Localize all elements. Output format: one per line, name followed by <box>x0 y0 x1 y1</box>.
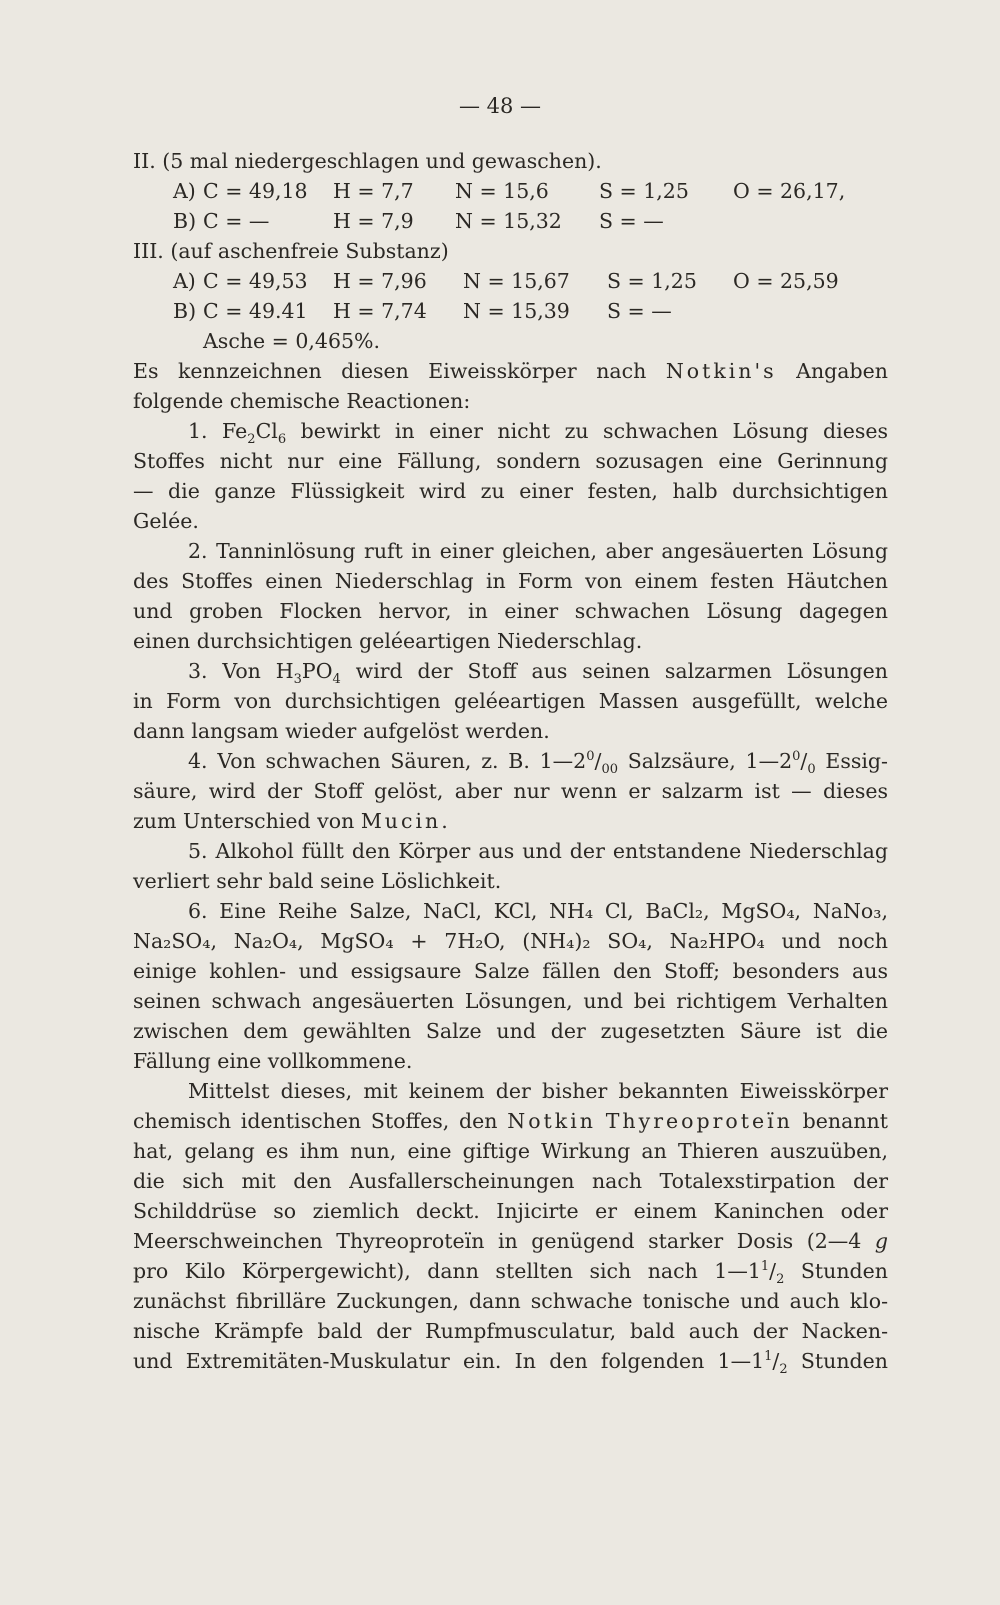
unit-symbol: g <box>874 1229 888 1253</box>
page-body <box>133 146 888 1376</box>
subscript: 3 <box>293 672 302 688</box>
text-span: 4. Von schwachen Säuren, z. B. 1—2 <box>188 749 587 773</box>
text-line: Fällung eine vollkommene. <box>133 1049 413 1073</box>
sulfur-value: S = 1,25 <box>607 269 697 293</box>
text-span: 3. Von H <box>188 659 294 683</box>
text-span: Essig- <box>815 749 888 773</box>
intro-line <box>133 356 888 386</box>
term-name: Mucin. <box>360 809 451 833</box>
nitrogen-value: N = 15,32 <box>455 209 562 233</box>
text-line: verliert sehr bald seine Löslichkeit. <box>133 869 502 893</box>
ash-value: Asche = 0,465%. <box>203 329 381 353</box>
superscript: 0 <box>792 749 801 765</box>
text-span: 1. Fe <box>188 419 248 443</box>
text-line: in Form von durchsichtigen geléeartigen Massen ausgefüllt, welche <box>133 689 888 713</box>
hydrogen-value: H = 7,96 <box>333 269 427 293</box>
hydrogen-value: H = 7,74 <box>333 299 427 323</box>
term-name: Thyreoproteïn <box>605 1109 793 1133</box>
oxygen-value: O = 26,17, <box>733 179 846 203</box>
text-line: Na₂SO₄, Na₂O₄, MgSO₄ + 7H₂O, (NH₄)₂ SO₄, Na₂HPO₄ und noch <box>133 929 888 953</box>
subscript: 2 <box>779 1362 788 1378</box>
analysis-row-iib <box>133 206 888 236</box>
text-span: Cl <box>255 419 278 443</box>
text-line: des Stoffes einen Niederschlag in Form von einem festen Häutchen <box>133 569 888 593</box>
subscript: 2 <box>776 1272 785 1288</box>
text-span: zum Unterschied von <box>133 809 355 833</box>
text-line: säure, wird der Stoff gelöst, aber nur wenn er salzarm ist — dieses <box>133 779 888 803</box>
paragraph-line <box>133 1346 888 1376</box>
reaction-6: 6. Eine Reihe Salze, NaCl, KCl, NH₄ Cl, BaCl₂, MgSO₄, NaNo₃, <box>188 899 888 923</box>
row-label: A) <box>173 179 196 203</box>
superscript: 1 <box>764 1349 773 1365</box>
page-number: — 48 — <box>458 94 542 118</box>
paragraph-line: zunächst fibrilläre Zuckungen, dann schwache tonische und auch klo- <box>133 1289 888 1313</box>
text-span: Salzsäure, 1—2 <box>617 749 793 773</box>
carbon-value: C = 49.41 <box>203 299 308 323</box>
subscript: 6 <box>277 432 287 448</box>
text-line: Stoffes nicht nur eine Fällung, sondern sozusagen eine Gerinnung <box>133 449 888 473</box>
subscript: 0 <box>807 762 816 778</box>
hydrogen-value: H = 7,7 <box>333 179 414 203</box>
text-span: Stunden <box>787 1349 888 1373</box>
analysis-row-iiib <box>133 296 888 326</box>
subscript: 4 <box>332 672 341 688</box>
text-span: pro Kilo Körpergewicht), dann stellten sich nach 1—1 <box>133 1259 761 1283</box>
text-span: bewirkt in einer nicht zu schwachen Lösung dieses <box>286 419 888 443</box>
text-line: einen durchsichtigen geléeartigen Niederschlag. <box>133 629 643 653</box>
text-span: und Extremitäten-Muskulatur ein. In den folgenden 1—1 <box>133 1349 765 1373</box>
carbon-value: C = 49,18 <box>203 179 308 203</box>
paragraph-line: die sich mit den Ausfallerscheinungen nach Totalexstirpation der <box>133 1169 888 1193</box>
ash-content <box>133 326 888 356</box>
text-line: seinen schwach angesäuerten Lösungen, und bei richtigem Verhalten <box>133 989 888 1013</box>
text-span: Meerschweinchen Thyreoproteïn in genügend starker Dosis (2—4 <box>133 1229 862 1253</box>
reaction-3 <box>133 656 888 686</box>
row-label: B) <box>173 209 197 233</box>
author-name: Notkin's <box>665 359 777 383</box>
text-span: / <box>800 749 808 773</box>
carbon-value: C = 49,53 <box>203 269 308 293</box>
text-span: / <box>594 749 602 773</box>
paragraph-line <box>133 1256 888 1286</box>
intro-line: folgende chemische Reactionen: <box>133 389 471 413</box>
text-span: / <box>772 1349 780 1373</box>
sulfur-value: S = — <box>607 299 672 323</box>
nitrogen-value: N = 15,6 <box>455 179 549 203</box>
text-line: und groben Flocken hervor, in einer schwachen Lösung dagegen <box>133 599 888 623</box>
paragraph-line <box>133 1226 888 1256</box>
superscript: 1 <box>760 1259 770 1275</box>
reaction-4 <box>133 746 888 776</box>
paragraph-line <box>133 1106 888 1136</box>
paragraph-line: nische Krämpfe bald der Rumpfmusculatur, bald auch der Nacken- <box>133 1319 888 1343</box>
section-ii-heading: II. (5 mal niedergeschlagen und gewaschen). <box>133 149 602 173</box>
text-line: einige kohlen- und essigsaure Salze fällen den Stoff; besonders aus <box>133 959 888 983</box>
text-span: PO <box>301 659 333 683</box>
text-span: benannt <box>802 1109 888 1133</box>
row-label: B) <box>173 299 197 323</box>
text-line: dann langsam wieder aufgelöst werden. <box>133 719 550 743</box>
text-line: Gelée. <box>133 509 199 533</box>
text-line <box>133 806 888 836</box>
superscript: 0 <box>586 749 595 765</box>
reaction-2: 2. Tanninlösung ruft in einer gleichen, aber angesäuerten Lösung <box>188 539 888 563</box>
section-iii-heading: III. (auf aschenfreie Substanz) <box>133 239 449 263</box>
oxygen-value: O = 25,59 <box>733 269 839 293</box>
reaction-5: 5. Alkohol füllt den Körper aus und der entstandene Niederschlag <box>188 839 888 863</box>
analysis-row-iia <box>133 176 888 206</box>
row-label: A) <box>173 269 196 293</box>
subscript: 2 <box>247 432 256 448</box>
analysis-row-iiia <box>133 266 888 296</box>
text-span: Stunden <box>784 1259 888 1283</box>
paragraph-line: hat, gelang es ihm nun, eine giftige Wirkung an Thieren auszuüben, <box>133 1139 888 1163</box>
paragraph-line: Mittelst dieses, mit keinem der bisher bekannten Eiweisskörper <box>188 1079 888 1103</box>
hydrogen-value: H = 7,9 <box>333 209 414 233</box>
text-span: Es kennzeichnen diesen Eiweisskörper nach <box>133 359 647 383</box>
carbon-value: C = — <box>203 209 270 233</box>
text-span: / <box>769 1259 777 1283</box>
nitrogen-value: N = 15,67 <box>463 269 570 293</box>
text-span: wird der Stoff aus seinen salzarmen Lösungen <box>340 659 888 683</box>
sulfur-value: S = 1,25 <box>599 179 689 203</box>
reaction-1 <box>133 416 888 446</box>
text-line: — die ganze Flüssigkeit wird zu einer festen, halb durchsichtigen <box>133 479 888 503</box>
sulfur-value: S = — <box>599 209 664 233</box>
paragraph-line: Schilddrüse so ziemlich deckt. Injicirte er einem Kaninchen oder <box>133 1199 888 1223</box>
text-span: chemisch identischen Stoffes, den <box>133 1109 498 1133</box>
subscript: 00 <box>601 762 618 778</box>
nitrogen-value: N = 15,39 <box>463 299 570 323</box>
text-span: Angaben <box>796 359 888 383</box>
text-line: zwischen dem gewählten Salze und der zugesetzten Säure ist die <box>133 1019 888 1043</box>
author-name: Notkin <box>507 1109 596 1133</box>
